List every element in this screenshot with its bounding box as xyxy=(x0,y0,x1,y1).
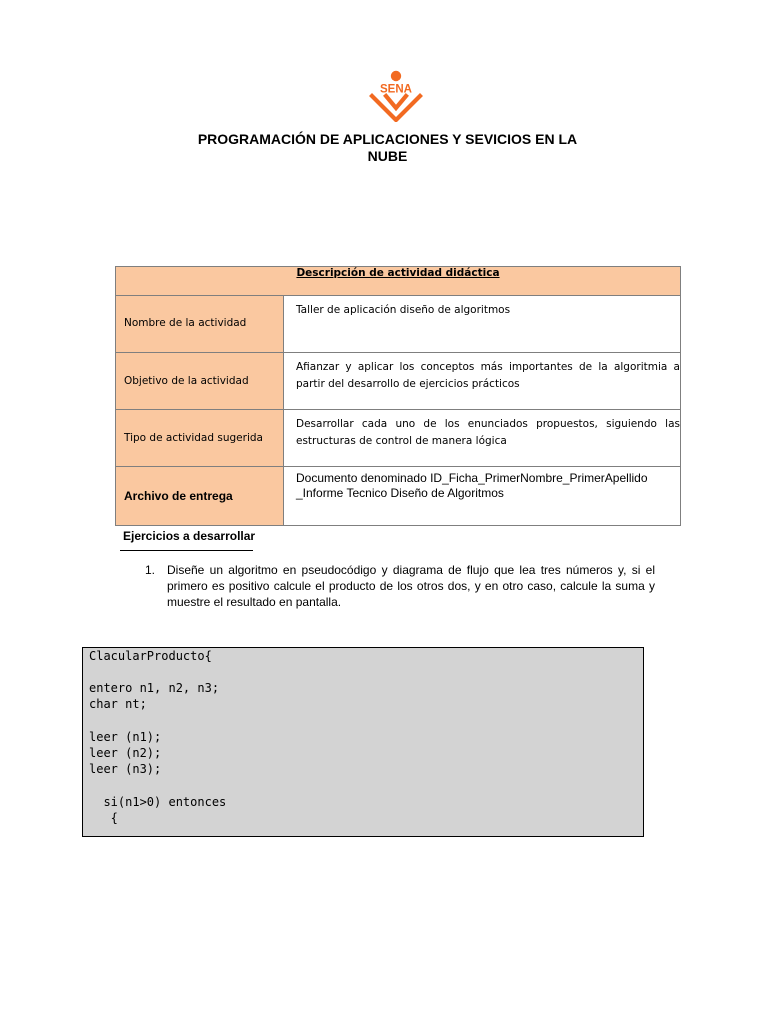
table-row xyxy=(116,467,680,525)
row-value: Desarrollar cada uno de los enunciados propuestos, siguiendo las estructuras de control de manera lógica xyxy=(296,418,680,447)
row-value: Afianzar y aplicar los conceptos más importantes de la algoritmia a partir del desarrollo de ejercicios prácticos xyxy=(296,361,680,390)
logo-text: SENA xyxy=(380,83,412,96)
document-title-line-2: NUBE xyxy=(367,148,408,164)
row-value: Taller de aplicación diseño de algoritmos xyxy=(296,304,511,316)
code-line: entero n1, n2, n3; xyxy=(89,681,220,695)
row-label: Tipo de actividad sugerida xyxy=(116,410,284,466)
document-title-line-1: PROGRAMACIÓN DE APLICACIONES Y SEVICIOS EN LA xyxy=(197,131,578,147)
table-header-label: Descripción de actividad didáctica xyxy=(296,267,500,279)
row-label: Nombre de la actividad xyxy=(116,296,284,352)
table-header xyxy=(116,267,680,296)
exercises-heading-underline xyxy=(120,550,253,551)
sena-logo xyxy=(366,70,426,122)
code-line: char nt; xyxy=(89,697,147,711)
code-line: si(n1>0) entonces xyxy=(89,795,227,809)
row-value-line-2: _Informe Tecnico Diseño de Algoritmos xyxy=(296,486,504,500)
code-line: leer (n1); xyxy=(89,730,162,744)
code-line: ClacularProducto{ xyxy=(89,649,212,663)
row-value xyxy=(284,467,680,525)
code-line: { xyxy=(89,811,118,825)
table-row xyxy=(116,296,680,353)
list-item-number: 1. xyxy=(145,563,156,577)
pseudocode-block xyxy=(82,647,644,837)
row-label: Objetivo de la actividad xyxy=(116,353,284,409)
code-line: leer (n2); xyxy=(89,746,162,760)
document-title xyxy=(150,131,625,165)
row-value-line-1: Documento denominado ID_Ficha_PrimerNombre_PrimerApellido xyxy=(296,471,648,485)
activity-description-table xyxy=(115,266,681,526)
exercises-heading: Ejercicios a desarrollar xyxy=(123,529,256,543)
code-line: leer (n3); xyxy=(89,762,162,776)
list-item-text: Diseñe un algoritmo en pseudocódigo y diagrama de flujo que lea tres números y, si el primero es positivo calcule el producto de los otros dos, y en otro caso, calcule la suma y muestre el resultado en pantalla. xyxy=(167,563,655,609)
table-row xyxy=(116,353,680,410)
list-item xyxy=(145,562,655,610)
row-label: Archivo de entrega xyxy=(116,467,284,525)
table-row xyxy=(116,410,680,467)
